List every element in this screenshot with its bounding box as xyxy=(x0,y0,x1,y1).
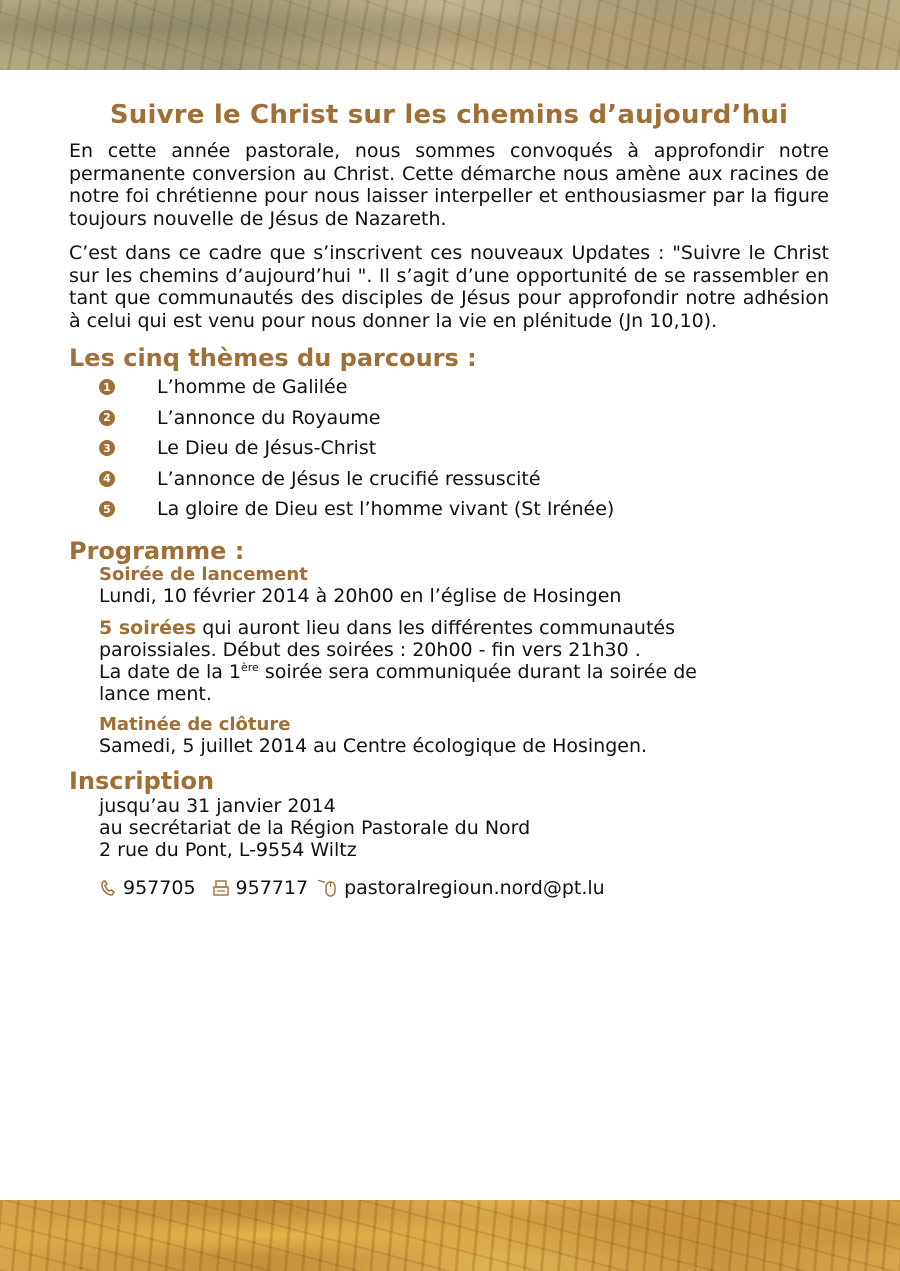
theme-item xyxy=(99,372,829,403)
programme-section xyxy=(99,565,829,757)
intro-paragraph-2: C’est dans ce cadre que s’inscrivent ces nouveaux Updates : "Suivre le Christ sur les chemins d’aujourd’hui ". Il s’agit d’une opportunité de se rassembler en tant que communautés des disciples de Jésus pour approfondir notre adhésion à celui qui est venu pour nous donner la vie en plénitude (Jn 10,10). xyxy=(69,242,829,332)
evenings-line xyxy=(99,617,829,639)
theme-label: Le Dieu de Jésus-Christ xyxy=(157,437,377,460)
evenings-highlight: 5 soirées xyxy=(99,616,197,639)
number-badge-3-icon: 3 xyxy=(99,440,115,456)
number-badge-2-icon: 2 xyxy=(99,410,115,426)
first-evening-end: lance ment. xyxy=(99,682,212,705)
evenings-text: qui auront lieu dans les différentes communautés xyxy=(196,616,676,639)
mouse-icon xyxy=(316,878,338,898)
themes-list xyxy=(99,372,829,525)
inscription-address: 2 rue du Pont, L-9554 Wiltz xyxy=(99,838,357,861)
number-badge-4-icon: 4 xyxy=(99,471,115,487)
theme-label: L’annonce du Royaume xyxy=(157,406,381,429)
theme-item xyxy=(99,403,829,434)
inscription-section xyxy=(99,795,829,899)
number-badge-5-icon: 5 xyxy=(99,501,115,517)
theme-item xyxy=(99,494,829,525)
launch-text: Lundi, 10 février 2014 à 20h00 en l’église de Hosingen xyxy=(99,584,622,607)
themes-heading: Les cinq thèmes du parcours : xyxy=(69,344,477,372)
theme-label: L’homme de Galilée xyxy=(157,376,348,399)
theme-label: L’annonce de Jésus le crucifié ressuscité xyxy=(157,467,541,490)
first-suffix: soirée sera communiquée durant la soirée de xyxy=(258,660,697,683)
bottom-decorative-band xyxy=(0,1200,900,1271)
intro-paragraph-1: En cette année pastorale, nous sommes convoqués à approfondir notre permanente conversion au Christ. Cette démarche nous amène aux racines de notre foi chrétienne pour nous laisser interpeller et enthousiasmer par la figure toujours nouvelle de Jésus de Nazareth. xyxy=(69,140,829,230)
document-body xyxy=(69,100,829,899)
contact-line xyxy=(99,877,829,899)
fax-number: 957717 xyxy=(235,876,309,899)
first-prefix: La date de la 1 xyxy=(99,660,241,683)
closing-title: Matinée de clôture xyxy=(99,713,291,735)
inscription-office: au secrétariat de la Région Pastorale du Nord xyxy=(99,816,531,839)
first-sup: ère xyxy=(241,660,259,674)
number-badge-1-icon: 1 xyxy=(99,379,115,395)
inscription-deadline: jusqu’au 31 janvier 2014 xyxy=(99,794,336,817)
closing-text: Samedi, 5 juillet 2014 au Centre écologique de Hosingen. xyxy=(99,734,648,757)
theme-item xyxy=(99,433,829,464)
phone-icon xyxy=(99,879,117,897)
page-title: Suivre le Christ sur les chemins d’aujourd’hui xyxy=(109,100,789,130)
inscription-heading: Inscription xyxy=(69,766,215,795)
phone-number: 957705 xyxy=(123,876,196,899)
programme-heading: Programme : xyxy=(69,536,245,565)
first-evening-line xyxy=(99,661,829,683)
theme-label: La gloire de Dieu est l’homme vivant (St Irénée) xyxy=(157,498,615,521)
top-decorative-band xyxy=(0,0,900,70)
launch-title: Soirée de lancement xyxy=(99,563,308,585)
fax-icon xyxy=(212,879,230,897)
email-address[interactable]: pastoralregioun.nord@pt.lu xyxy=(344,876,605,899)
evenings-text-2: paroissiales. Début des soirées : 20h00 - fin vers 21h30 . xyxy=(99,638,641,661)
theme-item xyxy=(99,464,829,495)
